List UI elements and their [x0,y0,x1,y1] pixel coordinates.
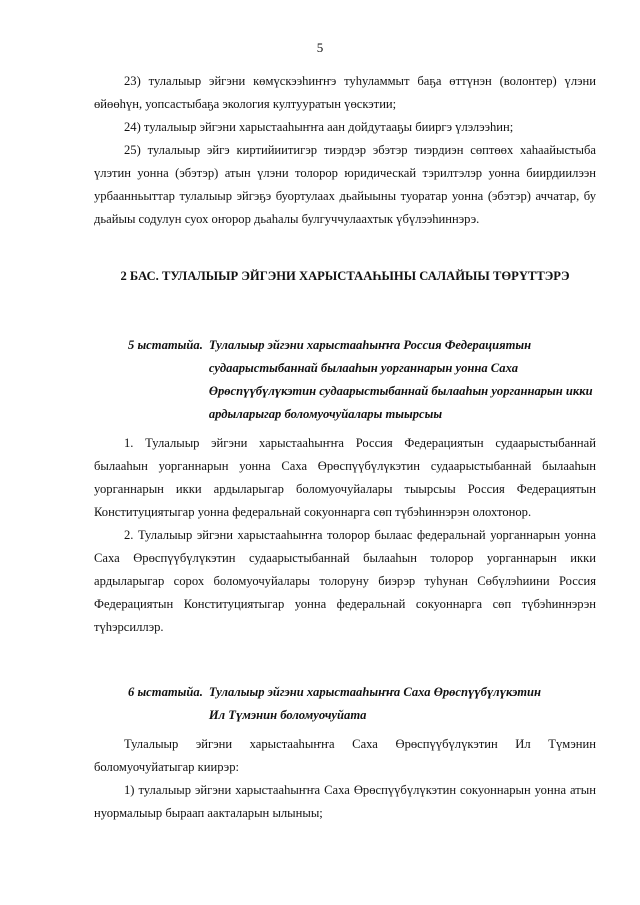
chapter-heading: 2 БАС. ТУЛАЛЫЫР ЭЙГЭНИ ХАРЫСТААҺЫНЫ САЛАЙЫЫ ТӨРҮТТЭРЭ [120,269,570,283]
paragraph-item-25: 25) тулалыыр эйгэ киртийиитигэр тиэрдэр эбэтэр тиэрдиэн сөптөөх хаһаайыстыба үлэтин уонна (эбэтэр) атын үлэни толорор юридическай тэрилтэлэр уонна биирдиилээн урбаанньыттар тулалыыр эйгэҕэ буортулаах дьайыыны туоратар уонна (эбэтэр) аччатар, бу дьайыы содулун суох оҥорор дьаһалы булгуччулаахтык үбүлээһиннэрэ. [94,143,596,226]
article-6-title [203,681,596,727]
article-5-paragraph-1: 1. Тулалыыр эйгэни харыстааһыҥҥа Россия Федерациятын судаарыстыбаннай былааһын уорганнарын уонна Саха Өрөспүүбүлүкэтин судаарыстыбаннай былааһын уорганнарын икки ардыларыгар боломуочуйалары тыырсыы Россия Федерациятын Конституциятыгар уонна федеральнай сокуоннарга сөп түбэһиннэрэн олохтонор. [94,436,596,519]
paragraph-item-24: 24) тулалыыр эйгэни харыстааһыҥҥа аан дойдутааҕы бииргэ үлэлээһин; [124,120,514,134]
paragraph-item-23: 23) тулалыыр эйгэни көмүскээһиҥҥэ туһуламмыт баҕа өттүнэн (волонтер) үлэни өйөөһүн, уопсастыбаҕа экология култууратын үөскэтии; [94,74,596,111]
article-5-heading [94,334,596,426]
article-6-item-1: 1) тулалыыр эйгэни харыстааһыҥҥа Саха Өрөспүүбүлүкэтин сокуоннарын уонна атын нуормалыыр быраап аакталарын ылыныы; [94,783,596,820]
document-body [94,70,596,825]
page-number: 5 [316,40,324,55]
article-6-heading [94,681,596,727]
article-5-paragraph-2: 2. Тулалыыр эйгэни харыстааһыҥҥа толорор былаас федеральнай уорганнарын уонна Саха Өрөспүүбүлүкэтин судаарыстыбаннай былааһын толорор уорганнарын икки ардыларыгар сорох боломуочуйалары толоруну биэрэр туһунан Сөбүлэһиини Россия Федерациятын Конституциятыгар уонна федеральнай сокуоннарга сөп түбэһиннэрэн түһэрсиллэр. [94,528,596,634]
article-5-number: 5 ыстатыйа. [128,338,203,352]
article-5-title [203,334,596,426]
article-6-title-rest: Ил Түмэнин боломуочуйата [208,708,367,722]
article-6-title-first-line: Тулалыыр эйгэни харыстааһыҥҥа Саха Өрөспүүбүлүкэтин [208,685,542,699]
article-6-number: 6 ыстатыйа. [128,685,203,699]
article-5-title-first-line: Тулалыыр эйгэни харыстааһыҥҥа Россия Федерациятын [208,338,532,352]
article-6-paragraph-intro: Тулалыыр эйгэни харыстааһыҥҥа Саха Өрөспүүбүлүкэтин Ил Түмэнин боломуочуйатыгар киирэр: [94,737,596,774]
article-5-title-rest: судаарыстыбаннай былааһын уорганнарын уонна Саха Өрөспүүбүлүкэтин судаарыстыбаннай былааһын уорганнарын икки ардыларыгар боломуочуйалары тыырсыы [208,361,593,421]
